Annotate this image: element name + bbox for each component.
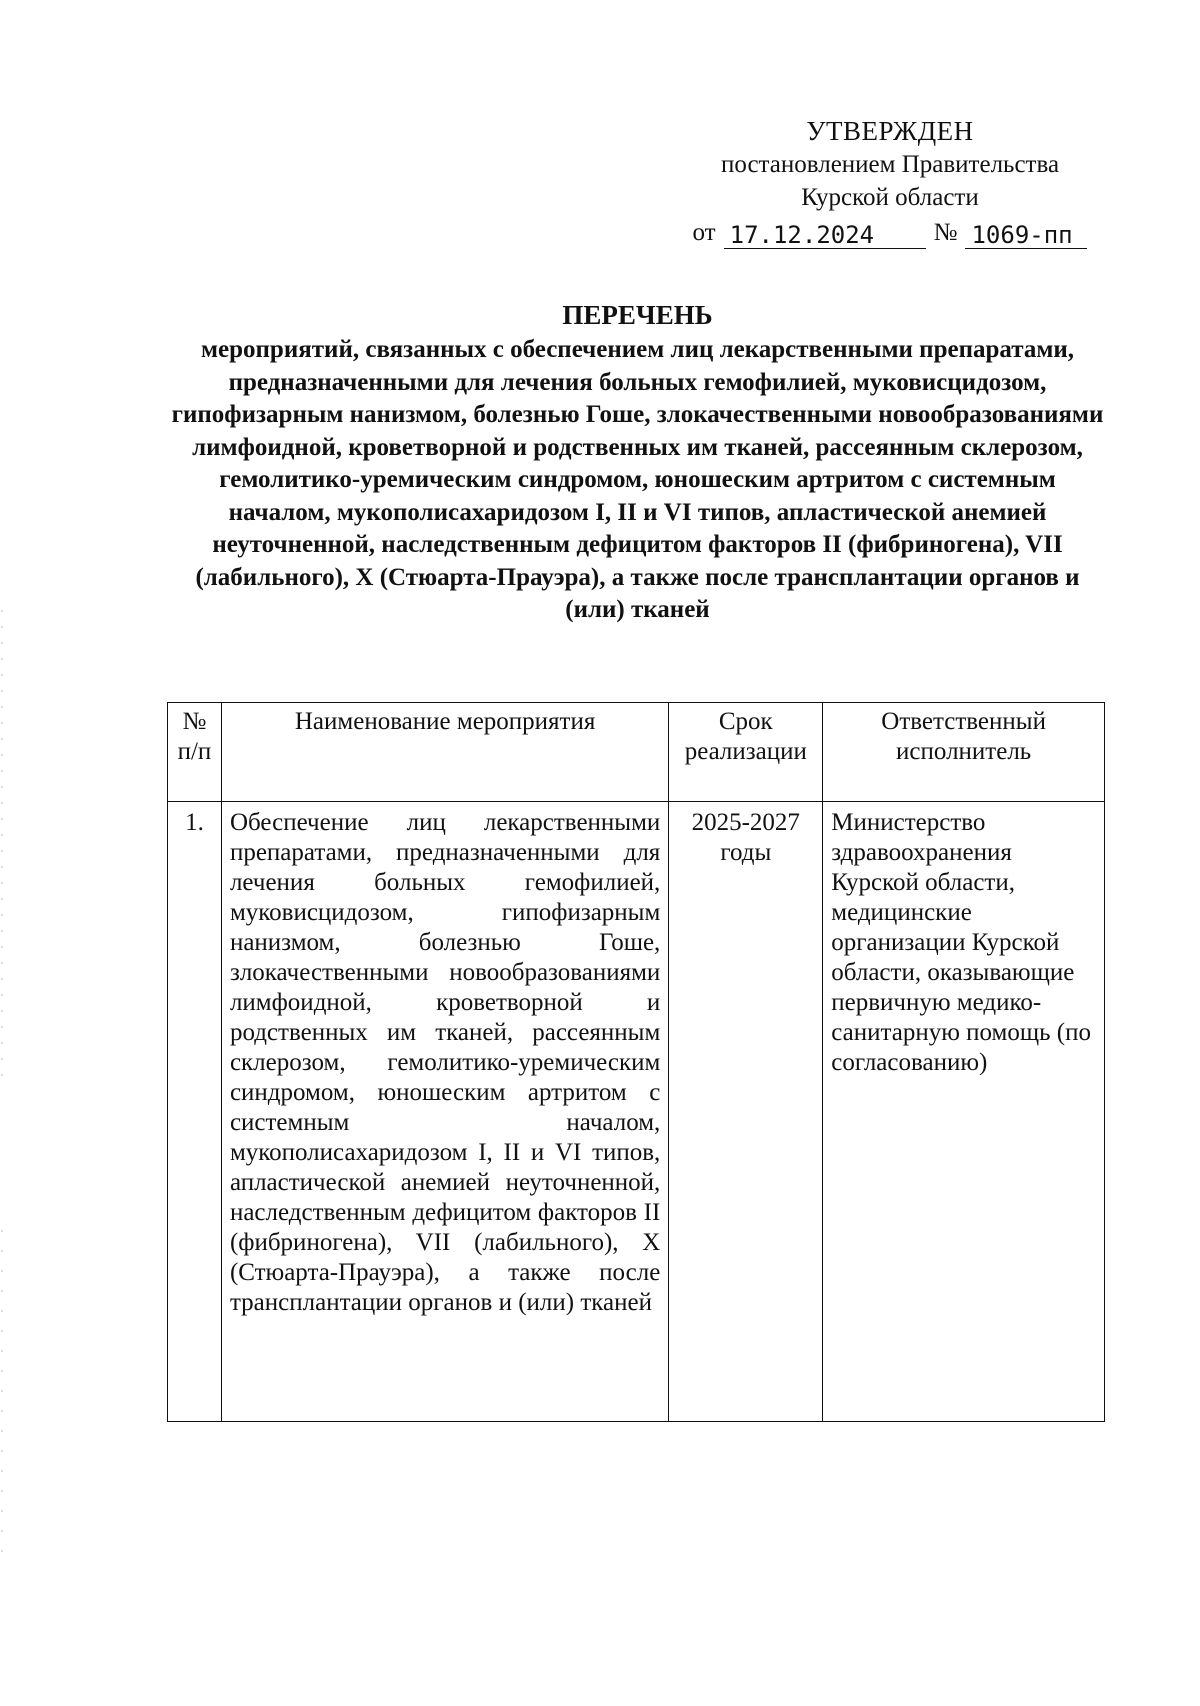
approval-line-2: Курской области [801, 184, 979, 211]
document-heading [150, 298, 1125, 627]
approval-number: 1069-пп [965, 222, 1087, 249]
measures-table [167, 702, 1105, 1422]
row-name: Обеспечение лиц лекарственными препаратами, предназначенными для лечения больных гемофилией, муковисцидозом, гипофизарным нанизмом, болезнью Гоше, злокачественными новообразованиями лимфоидной, кроветворной и родственных им тканей, рассеянным склерозом, гемолитико-уремическим синдромом, юношеским артритом с системным началом, мукополисахаридозом I, II и VI типов, апластической анемией неуточненной, наследственным дефицитом факторов II (фибриногена), VII (лабильного), X (Стюарта-Прауэра), а также после трансплантации органов и (или) тканей [221, 802, 668, 1422]
table-row [168, 802, 1105, 1422]
approval-date: 17.12.2024 [724, 222, 926, 249]
approval-date-row [690, 216, 1090, 249]
row-responsible: Министерство здравоохранения Курской области, медицинские организации Курской области, оказывающие первичную медико-санитарную помощь (по согласованию) [823, 802, 1105, 1422]
heading-title: ПЕРЕЧЕНЬ [562, 300, 713, 330]
header-num: № п/п [168, 703, 222, 802]
row-term: 2025-2027 годы [669, 802, 823, 1422]
number-prefix: № [933, 219, 958, 246]
approval-block [690, 115, 1090, 249]
header-responsible: Ответственный исполнитель [823, 703, 1105, 802]
heading-text: мероприятий, связанных с обеспечением лиц лекарственными препаратами, предназначенными для лечения больных гемофилией, муковисцидозом, гипофизарным нанизмом, болезнью Гоше, злокачественными новообразованиями лимфоидной, кроветворной и родственных им тканей, рассеянным склерозом, гемолитико-уремическим синдромом, юношеским артритом с системным началом, мукополисахаридозом I, II и VI типов, апластической анемией неуточненной, наследственным дефицитом факторов II (фибриногена), VII (лабильного), X (Стюарта-Прауэра), а также после трансплантации органов и (или) тканей [171, 336, 1104, 623]
header-term: Срок реализации [669, 703, 823, 802]
date-prefix: от [692, 219, 716, 246]
approval-title: УТВЕРЖДЕН [806, 116, 974, 146]
approval-line-1: постановлением Правительства [720, 151, 1060, 178]
table-header-row [168, 703, 1105, 802]
header-name: Наименование мероприятия [221, 703, 668, 802]
row-num: 1. [168, 802, 222, 1422]
